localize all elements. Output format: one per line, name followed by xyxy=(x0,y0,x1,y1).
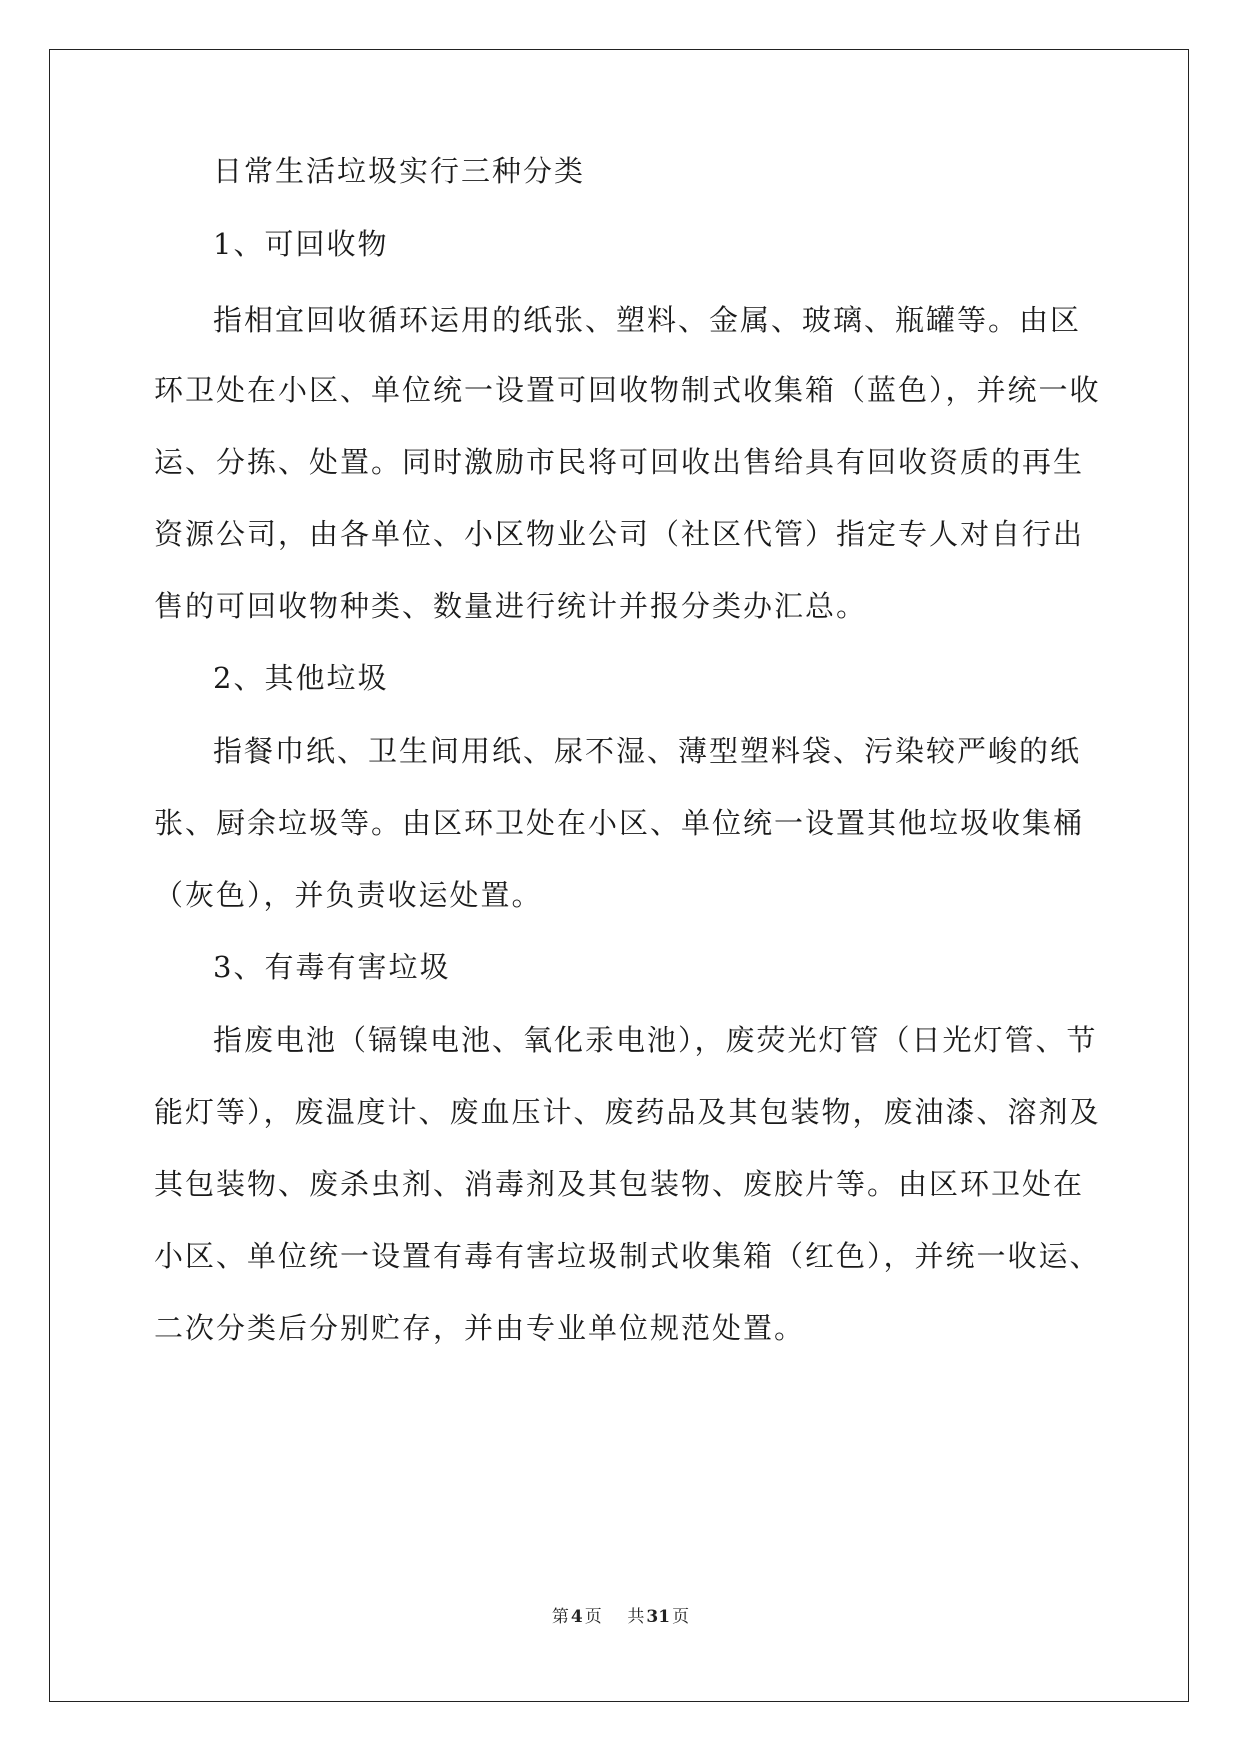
footer-total-prefix: 共 xyxy=(627,1607,645,1627)
section-3-line: 二次分类后分别贮存，并由专业单位规范处置。 xyxy=(154,1311,806,1345)
footer-total-unit: 页 xyxy=(672,1607,690,1627)
page-footer xyxy=(0,1602,1241,1627)
section-1-line: 售的可回收物种类、数量进行统计并报分类办汇总。 xyxy=(154,589,868,623)
section-3-line: 小区、单位统一设置有毒有害垃圾制式收集箱（红色），并统一收运、 xyxy=(154,1239,1101,1273)
footer-page-unit: 页 xyxy=(584,1607,602,1627)
section-2-title: 2、其他垃圾 xyxy=(213,661,389,695)
page-border xyxy=(49,49,1189,1702)
section-1-line: 资源公司，由各单位、小区物业公司（社区代管）指定专人对自行出 xyxy=(154,517,1085,551)
section-1-line: 运、分拣、处置。同时激励市民将可回收出售给具有回收资质的再生 xyxy=(154,445,1085,479)
section-3-line: 其包装物、废杀虫剂、消毒剂及其包装物、废胶片等。由区环卫处在 xyxy=(154,1167,1085,1201)
footer-prefix: 第 xyxy=(551,1607,569,1627)
section-2-line: 张、厨余垃圾等。由区环卫处在小区、单位统一设置其他垃圾收集桶 xyxy=(154,806,1085,840)
current-page-number: 4 xyxy=(570,1607,583,1627)
section-3-title: 3、有毒有害垃圾 xyxy=(213,950,451,984)
section-2-line: （灰色），并负责收运处置。 xyxy=(154,878,543,912)
section-2-line: 指餐巾纸、卫生间用纸、尿不湿、薄型塑料袋、污染较严峻的纸 xyxy=(213,734,1082,768)
section-3-line: 能灯等），废温度计、废血压计、废药品及其包装物，废油漆、溶剂及 xyxy=(154,1095,1101,1129)
document-heading: 日常生活垃圾实行三种分类 xyxy=(213,154,586,188)
section-1-line: 指相宜回收循环运用的纸张、塑料、金属、玻璃、瓶罐等。由区 xyxy=(213,303,1082,337)
section-1-title: 1、可回收物 xyxy=(213,227,389,261)
section-1-line: 环卫处在小区、单位统一设置可回收物制式收集箱（蓝色），并统一收 xyxy=(154,373,1101,407)
total-pages-number: 31 xyxy=(646,1607,671,1627)
section-3-line: 指废电池（镉镍电池、氧化汞电池），废荧光灯管（日光灯管、节 xyxy=(213,1023,1098,1057)
